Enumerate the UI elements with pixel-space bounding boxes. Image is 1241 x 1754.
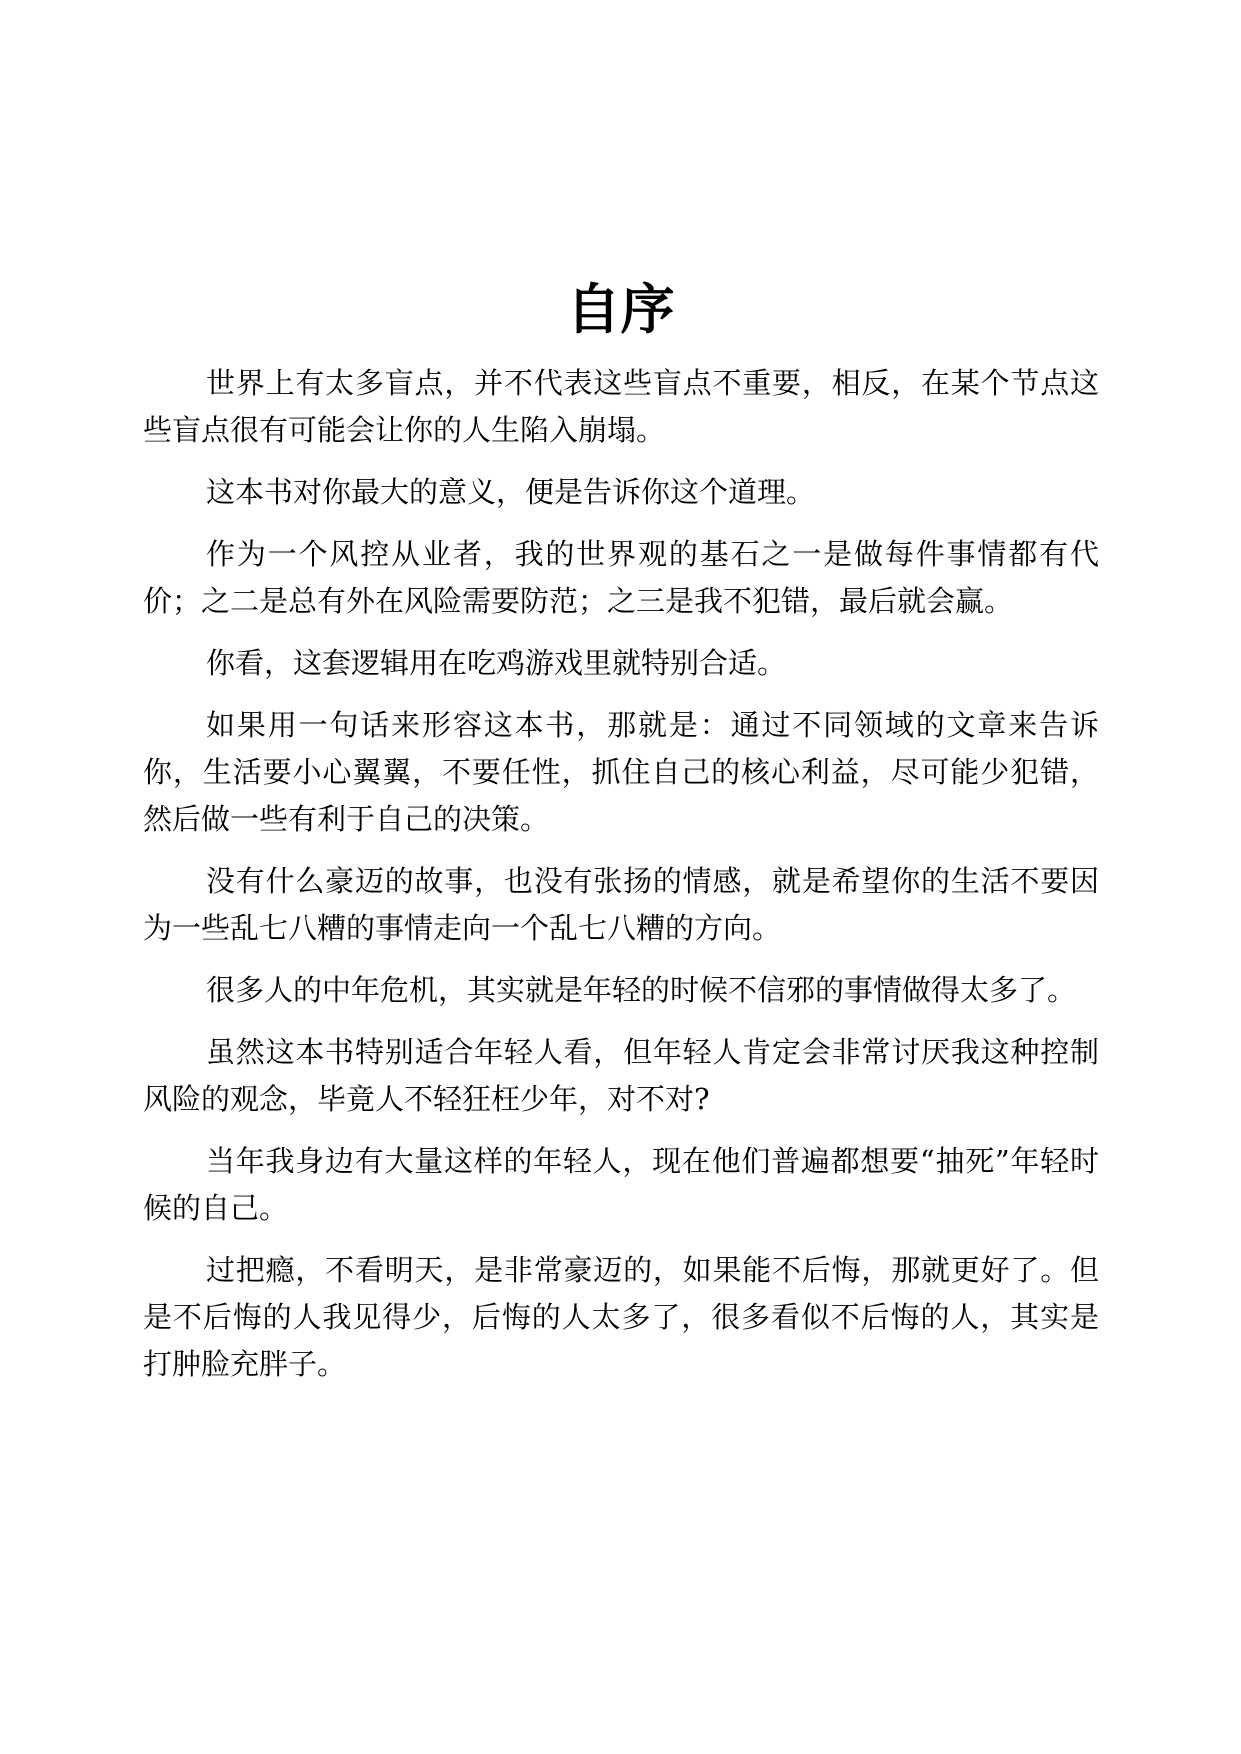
paragraph: 如果用一句话来形容这本书，那就是：通过不同领域的文章来告诉你，生活要小心翼翼，不要任性，抓住自己的核心利益，尽可能少犯错，然后做一些有利于自己的决策。: [143, 708, 1099, 836]
body-text: [143, 360, 1099, 1403]
paragraph: 当年我身边有大量这样的年轻人，现在他们普遍都想要“抽死”年轻时候的自己。: [143, 1144, 1099, 1225]
paragraph: 没有什么豪迈的故事，也没有张扬的情感，就是希望你的生活不要因为一些乱七八糟的事情走向一个乱七八糟的方向。: [143, 864, 1099, 945]
paragraph: 你看，这套逻辑用在吃鸡游戏里就特别合适。: [206, 646, 787, 680]
paragraph: 作为一个风控从业者，我的世界观的基石之一是做每件事情都有代价；之二是总有外在风险需要防范；之三是我不犯错，最后就会赢。: [143, 537, 1099, 618]
paragraph: 虽然这本书特别适合年轻人看，但年轻人肯定会非常讨厌我这种控制风险的观念，毕竟人不轻狂枉少年，对不对?: [143, 1035, 1099, 1116]
paragraph: 世界上有太多盲点，并不代表这些盲点不重要，相反，在某个节点这些盲点很有可能会让你的人生陷入崩塌。: [143, 366, 1099, 447]
paragraph: 很多人的中年危机，其实就是年轻的时候不信邪的事情做得太多了。: [206, 973, 1077, 1007]
paragraph: 过把瘾，不看明天，是非常豪迈的，如果能不后悔，那就更好了。但是不后悔的人我见得少，后悔的人太多了，很多看似不后悔的人，其实是打肿脸充胖子。: [143, 1253, 1099, 1381]
paragraph: 这本书对你最大的意义，便是告诉你这个道理。: [206, 475, 816, 509]
page-title: 自序: [566, 278, 675, 341]
